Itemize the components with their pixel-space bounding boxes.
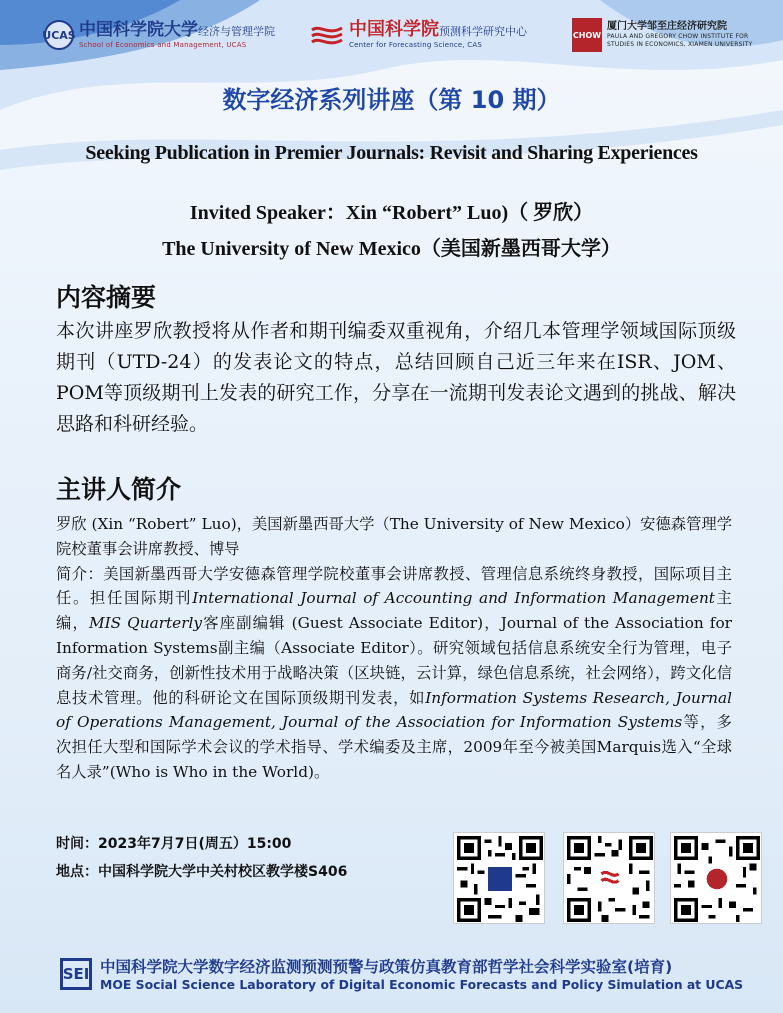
cas-name: 中国科学院 [349, 19, 439, 40]
event-info [56, 830, 347, 886]
lab-logo-icon: SEI [60, 958, 92, 990]
cas-english-name: Center for Forecasting Science, CAS [349, 41, 483, 49]
xmu-english-name: PAULA AND GREGORY CHOW INSTITUTE FOR STUDIES IN ECONOMICS, XIAMEN UNIVERSITY [607, 33, 753, 48]
time-label: 时间： [56, 836, 98, 852]
place-label: 地点： [56, 864, 98, 880]
bio-journal-ijaim: International Journal of Accounting and Information Management [192, 589, 715, 608]
bio-text-a: 简介：美国新墨西哥大学安德森管理学院校董事会讲席教授、管理信息系统终身教授，国际项目主任。担任国际期刊 [56, 564, 732, 608]
lab-chinese-name: 中国科学院大学数字经济监测预测预警与政策仿真教育部哲学社会科学实验室(培育) [100, 958, 673, 976]
speaker-bio-heading: 主讲人简介 [56, 475, 182, 504]
cas-forecasting-logo [310, 20, 527, 49]
lecture-topic: Seeking Publication in Premier Journals: Revisit and Sharing Experiences [85, 142, 698, 164]
bio-text-d: 等，多次担任大型和国际学术会议的学术指导、学术编委及主席，2009年至今被美国Marquis选入“全球名人录”(Who is Who in the World)。 [56, 713, 732, 781]
bio-details [56, 562, 732, 785]
footer-lab-banner [60, 955, 743, 992]
xmu-chow-logo [572, 18, 757, 52]
bio-intro-line: 罗欣 (Xin “Robert” Luo)，美国新墨西哥大学（The University of New Mexico）安德森管理学院校董事会讲席教授、博导 [56, 515, 732, 558]
bio-text-b: 主编， [56, 589, 732, 633]
invited-speaker: Invited Speaker：Xin “Robert” Luo)（ 罗欣） [189, 202, 594, 224]
qr-code-cas[interactable] [563, 832, 655, 924]
event-place [56, 858, 347, 886]
ucas-sem-logo [44, 20, 275, 50]
speaker-university: The University of New Mexico（美国新墨西哥大学） [162, 238, 621, 260]
bio-journals-top: Information Systems Research, Journal of Operations Management, Journal of the Association for Information Systems [56, 688, 732, 732]
chow-institute-icon: CHOW [572, 18, 602, 52]
partner-logos [0, 14, 783, 64]
ucas-english-name: School of Economics and Management, UCAS [79, 41, 247, 49]
cas-wave-icon [310, 22, 344, 48]
abstract-body: 本次讲座罗欣教授将从作者和期刊编委双重视角，介绍几本管理学领域国际顶级期刊（UTD-24）的发表论文的特点，总结回顾自己近三年来在ISR、JOM、POM等顶级期刊上发表的研究工作，分享在一流期刊发表论文遇到的挑战、解决思路和科研经验。 [56, 320, 736, 435]
bio-journal-misq: MIS Quarterly [88, 614, 203, 633]
qr-code-icon [674, 836, 760, 922]
place-value: 中国科学院大学中关村校区教学楼S406 [98, 864, 348, 880]
time-value: 2023年7月7日(周五）15:00 [98, 836, 292, 852]
qr-code-icon [457, 836, 543, 922]
qr-code-ucas[interactable] [453, 832, 545, 924]
ucas-name: 中国科学院大学 [79, 20, 198, 40]
cas-center-name: 预测科学研究中心 [439, 25, 527, 38]
speaker-bio [56, 512, 732, 785]
qr-code-xmu[interactable] [670, 832, 762, 924]
ucas-school-name: 经济与管理学院 [198, 25, 275, 38]
lecture-series-title: 数字经济系列讲座（第 10 期） [222, 86, 561, 114]
qr-code-icon [567, 836, 653, 922]
event-time [56, 830, 347, 858]
abstract-heading: 内容摘要 [56, 283, 157, 312]
xmu-chinese-name: 厦门大学邹至庄经济研究院 [607, 21, 727, 32]
bio-text-c: 客座副编辑 (Guest Associate Editor)，Journal of the Association for Information Systems副主编（Associate Editor）。研究领域包括信息系统安全行为管理，电子商务/社交商务，创新性技术用于战略决策（区块链，云计算，绿色信息系统，社会网络），跨文化信息技术管理。他的科研论文在国际顶级期刊发表，如 [56, 614, 732, 707]
ucas-emblem-icon: UCAS [44, 20, 74, 50]
lab-english-name: MOE Social Science Laboratory of Digital Economic Forecasts and Policy Simulation at UCAS [100, 977, 744, 992]
